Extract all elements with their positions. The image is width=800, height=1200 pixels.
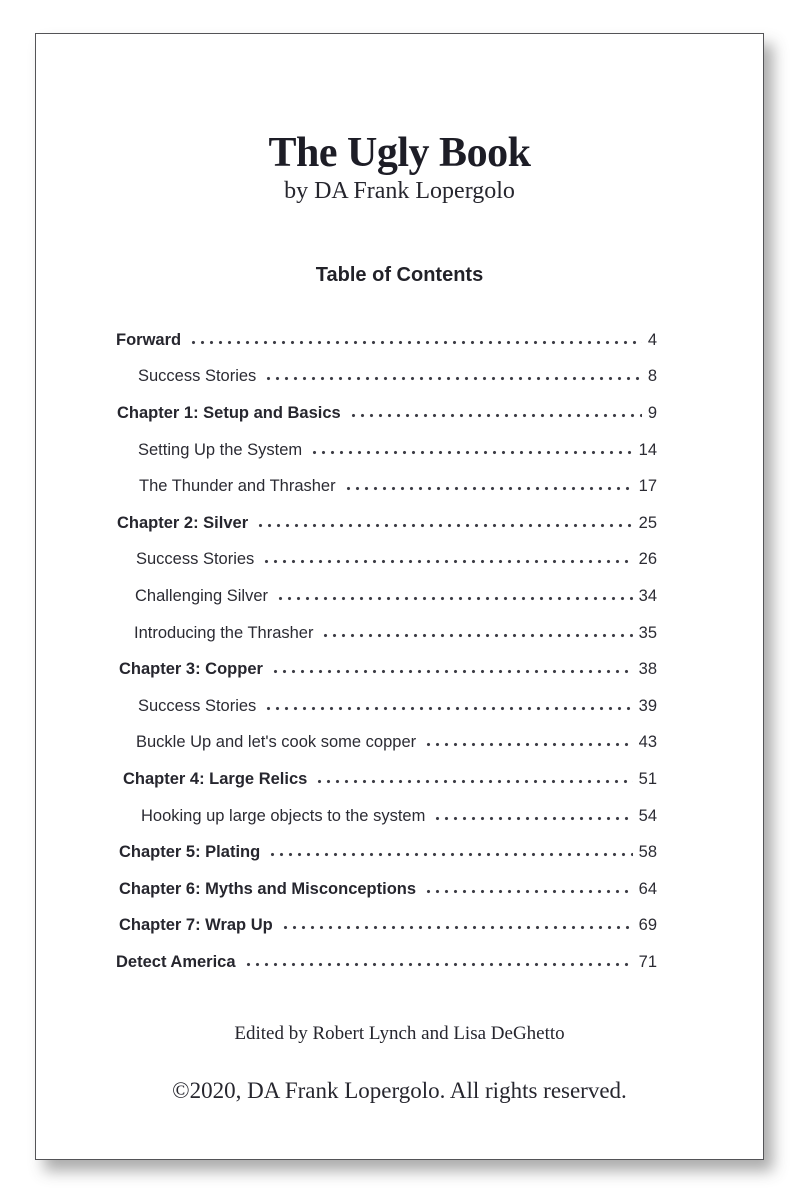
toc-row <box>116 331 657 368</box>
toc-row <box>116 550 657 587</box>
dot-leader <box>262 559 632 564</box>
toc-heading: Table of Contents <box>315 263 484 286</box>
dot-leader <box>424 889 633 894</box>
toc-entry-page: 51 <box>638 769 657 788</box>
dot-leader <box>310 450 632 455</box>
toc-entry-label: Buckle Up and let's cook some copper <box>136 733 417 752</box>
toc-entry-label: Chapter 2: Silver <box>117 513 249 532</box>
toc-entry-label: Chapter 5: Plating <box>119 843 261 862</box>
toc-row <box>116 916 657 953</box>
toc-entry-page: 14 <box>638 440 657 459</box>
toc-row <box>116 404 657 441</box>
toc-entry-page: 39 <box>638 696 657 715</box>
toc-row <box>116 441 657 478</box>
dot-leader <box>256 523 633 528</box>
toc-entry-page: 54 <box>638 806 657 825</box>
dot-leader <box>349 413 642 418</box>
toc-entry-page: 34 <box>638 586 657 605</box>
toc-row <box>116 807 657 844</box>
book-page <box>35 33 764 1160</box>
dot-leader <box>315 779 632 784</box>
copyright-line: ©2020, DA Frank Lopergolo. All rights reserved. <box>172 1078 627 1104</box>
toc-entry-page: 58 <box>638 843 657 862</box>
toc-entry-page: 8 <box>647 367 657 386</box>
toc-list <box>116 331 657 990</box>
dot-leader <box>321 633 632 638</box>
toc-row <box>116 660 657 697</box>
toc-entry-label: Chapter 3: Copper <box>119 660 263 679</box>
dot-leader <box>424 742 633 747</box>
toc-entry-label: Chapter 6: Myths and Misconceptions <box>119 879 417 898</box>
toc-row <box>116 367 657 404</box>
toc-entry-page: 38 <box>638 660 657 679</box>
toc-entry-page: 26 <box>638 550 657 569</box>
toc-row <box>116 477 657 514</box>
toc-entry-label: Setting Up the System <box>138 440 303 459</box>
toc-row <box>116 953 657 990</box>
dot-leader <box>344 486 633 491</box>
toc-entry-page: 69 <box>638 916 657 935</box>
toc-entry-label: Success Stories <box>136 550 255 569</box>
toc-row <box>116 514 657 551</box>
toc-row <box>116 843 657 880</box>
toc-row <box>116 587 657 624</box>
toc-entry-page: 17 <box>638 477 657 496</box>
toc-entry-page: 9 <box>647 403 657 422</box>
dot-leader <box>189 340 642 345</box>
toc-entry-page: 35 <box>638 623 657 642</box>
book-title: The Ugly Book <box>268 130 531 176</box>
toc-entry-page: 43 <box>638 733 657 752</box>
toc-entry-label: Hooking up large objects to the system <box>141 806 426 825</box>
toc-row <box>116 733 657 770</box>
toc-entry-label: Chapter 7: Wrap Up <box>119 916 273 935</box>
toc-entry-label: The Thunder and Thrasher <box>139 477 336 496</box>
toc-entry-label: Detect America <box>116 952 236 971</box>
dot-leader <box>264 706 632 711</box>
toc-row <box>116 880 657 917</box>
book-author: by DA Frank Lopergolo <box>284 178 515 205</box>
toc-entry-page: 25 <box>638 513 657 532</box>
toc-entry-page: 64 <box>638 879 657 898</box>
dot-leader <box>264 376 642 381</box>
toc-entry-page: 4 <box>647 330 657 349</box>
toc-row <box>116 770 657 807</box>
dot-leader <box>268 852 632 857</box>
toc-entry-label: Introducing the Thrasher <box>134 623 314 642</box>
toc-row <box>116 624 657 661</box>
toc-entry-label: Forward <box>116 330 182 349</box>
toc-entry-label: Chapter 4: Large Relics <box>123 769 308 788</box>
toc-entry-page: 71 <box>638 952 657 971</box>
dot-leader <box>244 962 633 967</box>
toc-entry-label: Chapter 1: Setup and Basics <box>117 403 341 422</box>
dot-leader <box>276 596 633 601</box>
dot-leader <box>281 925 633 930</box>
dot-leader <box>271 669 633 674</box>
edited-by-line: Edited by Robert Lynch and Lisa DeGhetto <box>234 1023 565 1045</box>
toc-row <box>116 697 657 734</box>
toc-entry-label: Challenging Silver <box>135 586 268 605</box>
dot-leader <box>433 816 632 821</box>
toc-entry-label: Success Stories <box>138 367 257 386</box>
toc-entry-label: Success Stories <box>138 696 257 715</box>
